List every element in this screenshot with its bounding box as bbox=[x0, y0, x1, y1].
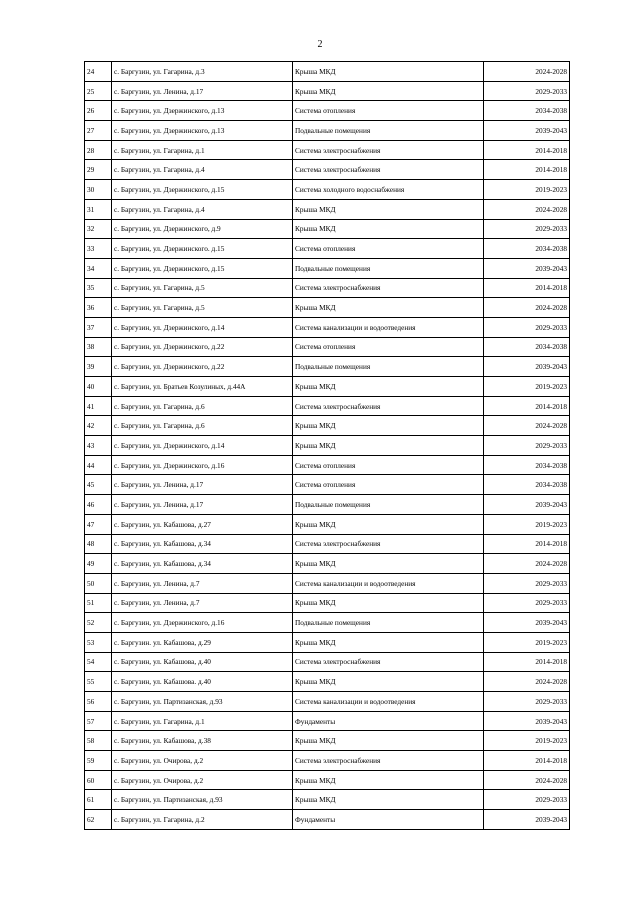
address-cell: с. Баргузин, ул. Гагарина, д.2 bbox=[112, 810, 293, 830]
address-cell: с. Баргузин, ул. Ленина, д.17 bbox=[112, 475, 293, 495]
row-number-cell: 45 bbox=[85, 475, 112, 495]
period-cell: 2029-2033 bbox=[484, 593, 570, 613]
system-cell: Крыша МКД bbox=[293, 62, 484, 82]
period-cell: 2034-2038 bbox=[484, 475, 570, 495]
table-row bbox=[85, 652, 570, 672]
address-cell: с. Баргузин, ул. Дзержинского, д.14 bbox=[112, 317, 293, 337]
address-cell: с. Баргузин, ул. Ленина, д.7 bbox=[112, 593, 293, 613]
period-cell: 2034-2038 bbox=[484, 101, 570, 121]
table-row bbox=[85, 810, 570, 830]
table-row bbox=[85, 278, 570, 298]
period-cell: 2029-2033 bbox=[484, 790, 570, 810]
table-row bbox=[85, 593, 570, 613]
system-cell: Система электроснабжения bbox=[293, 160, 484, 180]
address-cell: с. Баргузин, ул. Гагарина, д.4 bbox=[112, 199, 293, 219]
table-row bbox=[85, 534, 570, 554]
period-cell: 2014-2018 bbox=[484, 652, 570, 672]
period-cell: 2024-2028 bbox=[484, 298, 570, 318]
address-cell: с. Баргузин, ул. Гагарина, д.1 bbox=[112, 140, 293, 160]
period-cell: 2039-2043 bbox=[484, 357, 570, 377]
system-cell: Крыша МКД bbox=[293, 770, 484, 790]
row-number-cell: 31 bbox=[85, 199, 112, 219]
address-cell: с. Баргузин, ул. Гагарина, д.3 bbox=[112, 62, 293, 82]
row-number-cell: 55 bbox=[85, 672, 112, 692]
row-number-cell: 35 bbox=[85, 278, 112, 298]
period-cell: 2029-2033 bbox=[484, 436, 570, 456]
row-number-cell: 26 bbox=[85, 101, 112, 121]
table-row bbox=[85, 692, 570, 712]
row-number-cell: 37 bbox=[85, 317, 112, 337]
row-number-cell: 43 bbox=[85, 436, 112, 456]
period-cell: 2029-2033 bbox=[484, 81, 570, 101]
period-cell: 2014-2018 bbox=[484, 396, 570, 416]
system-cell: Крыша МКД bbox=[293, 593, 484, 613]
period-cell: 2019-2023 bbox=[484, 180, 570, 200]
table-row bbox=[85, 672, 570, 692]
table-row bbox=[85, 160, 570, 180]
period-cell: 2024-2028 bbox=[484, 770, 570, 790]
period-cell: 2014-2018 bbox=[484, 278, 570, 298]
system-cell: Система электроснабжения bbox=[293, 534, 484, 554]
address-cell: с. Баргузин, ул. Гагарина, д.4 bbox=[112, 160, 293, 180]
table-row bbox=[85, 377, 570, 397]
row-number-cell: 49 bbox=[85, 554, 112, 574]
row-number-cell: 38 bbox=[85, 337, 112, 357]
table-row bbox=[85, 495, 570, 515]
table-row bbox=[85, 751, 570, 771]
row-number-cell: 42 bbox=[85, 416, 112, 436]
address-cell: с. Баргузин, ул. Дзержинского, д.22 bbox=[112, 357, 293, 377]
system-cell: Система электроснабжения bbox=[293, 652, 484, 672]
row-number-cell: 28 bbox=[85, 140, 112, 160]
row-number-cell: 40 bbox=[85, 377, 112, 397]
period-cell: 2039-2043 bbox=[484, 121, 570, 141]
row-number-cell: 57 bbox=[85, 711, 112, 731]
table-row bbox=[85, 258, 570, 278]
row-number-cell: 46 bbox=[85, 495, 112, 515]
table-row bbox=[85, 81, 570, 101]
repair-schedule-table bbox=[84, 61, 570, 830]
table-row bbox=[85, 121, 570, 141]
system-cell: Крыша МКД bbox=[293, 416, 484, 436]
page-number: 2 bbox=[317, 39, 323, 50]
row-number-cell: 50 bbox=[85, 573, 112, 593]
period-cell: 2039-2043 bbox=[484, 613, 570, 633]
system-cell: Крыша МКД bbox=[293, 731, 484, 751]
table-row bbox=[85, 790, 570, 810]
system-cell: Подвальные помещения bbox=[293, 495, 484, 515]
table-row bbox=[85, 573, 570, 593]
row-number-cell: 30 bbox=[85, 180, 112, 200]
table-row bbox=[85, 101, 570, 121]
row-number-cell: 29 bbox=[85, 160, 112, 180]
address-cell: с. Баргузин, ул. Ленина, д.7 bbox=[112, 573, 293, 593]
period-cell: 2029-2033 bbox=[484, 573, 570, 593]
row-number-cell: 51 bbox=[85, 593, 112, 613]
system-cell: Крыша МКД bbox=[293, 672, 484, 692]
table-row bbox=[85, 317, 570, 337]
address-cell: с. Баргузин, ул. Дзержинского, д.15 bbox=[112, 258, 293, 278]
system-cell: Система отопления bbox=[293, 239, 484, 259]
table-row bbox=[85, 613, 570, 633]
row-number-cell: 36 bbox=[85, 298, 112, 318]
row-number-cell: 52 bbox=[85, 613, 112, 633]
address-cell: с. Баргузин, ул. Дзержинского, д.13 bbox=[112, 101, 293, 121]
period-cell: 2014-2018 bbox=[484, 140, 570, 160]
system-cell: Крыша МКД bbox=[293, 632, 484, 652]
address-cell: с. Баргузин, ул. Очирова, д.2 bbox=[112, 751, 293, 771]
address-cell: с. Баргузин, ул. Гагарина, д.6 bbox=[112, 396, 293, 416]
table-row bbox=[85, 180, 570, 200]
system-cell: Система отопления bbox=[293, 455, 484, 475]
table-row bbox=[85, 514, 570, 534]
period-cell: 2029-2033 bbox=[484, 692, 570, 712]
period-cell: 2024-2028 bbox=[484, 672, 570, 692]
address-cell: с. Баргузин, ул. Дзержинского, д.16 bbox=[112, 455, 293, 475]
row-number-cell: 53 bbox=[85, 632, 112, 652]
row-number-cell: 44 bbox=[85, 455, 112, 475]
address-cell: с. Баргузин, ул. Гагарина, д.5 bbox=[112, 278, 293, 298]
system-cell: Крыша МКД bbox=[293, 298, 484, 318]
row-number-cell: 59 bbox=[85, 751, 112, 771]
system-cell: Фундаменты bbox=[293, 810, 484, 830]
period-cell: 2024-2028 bbox=[484, 199, 570, 219]
system-cell: Крыша МКД bbox=[293, 436, 484, 456]
schedule-body bbox=[85, 62, 570, 830]
system-cell: Крыша МКД bbox=[293, 81, 484, 101]
period-cell: 2019-2023 bbox=[484, 377, 570, 397]
system-cell: Система электроснабжения bbox=[293, 278, 484, 298]
row-number-cell: 24 bbox=[85, 62, 112, 82]
period-cell: 2024-2028 bbox=[484, 62, 570, 82]
table-row bbox=[85, 199, 570, 219]
period-cell: 2034-2038 bbox=[484, 337, 570, 357]
system-cell: Крыша МКД bbox=[293, 199, 484, 219]
period-cell: 2029-2033 bbox=[484, 219, 570, 239]
system-cell: Система электроснабжения bbox=[293, 751, 484, 771]
address-cell: с. Баргузин, ул. Дзержинского, д.16 bbox=[112, 613, 293, 633]
table-row bbox=[85, 770, 570, 790]
address-cell: с. Баргузин, ул. Дзержинского. д.15 bbox=[112, 239, 293, 259]
table-row bbox=[85, 298, 570, 318]
period-cell: 2034-2038 bbox=[484, 455, 570, 475]
table-row bbox=[85, 357, 570, 377]
address-cell: с. Баргузин, ул. Гагарина, д.6 bbox=[112, 416, 293, 436]
address-cell: с. Баргузин, ул. Дзержинского, д.13 bbox=[112, 121, 293, 141]
table-row bbox=[85, 416, 570, 436]
table-row bbox=[85, 475, 570, 495]
table-row bbox=[85, 396, 570, 416]
address-cell: с. Баргузин, ул. Дзержинского, д.15 bbox=[112, 180, 293, 200]
address-cell: с. Баргузин, ул. Братьев Козулиных, д.44А bbox=[112, 377, 293, 397]
period-cell: 2039-2043 bbox=[484, 258, 570, 278]
row-number-cell: 25 bbox=[85, 81, 112, 101]
row-number-cell: 60 bbox=[85, 770, 112, 790]
system-cell: Крыша МКД bbox=[293, 790, 484, 810]
address-cell: с. Баргузин, ул. Очирова, д.2 bbox=[112, 770, 293, 790]
system-cell: Система отопления bbox=[293, 475, 484, 495]
address-cell: с. Баргузин, ул. Кабашова, д.27 bbox=[112, 514, 293, 534]
row-number-cell: 47 bbox=[85, 514, 112, 534]
system-cell: Подвальные помещения bbox=[293, 357, 484, 377]
system-cell: Система канализации и водоотведения bbox=[293, 573, 484, 593]
system-cell: Система отопления bbox=[293, 337, 484, 357]
address-cell: с. Баргузин, ул. Партизанская, д.93 bbox=[112, 790, 293, 810]
system-cell: Система канализации и водоотведения bbox=[293, 317, 484, 337]
row-number-cell: 62 bbox=[85, 810, 112, 830]
table-row bbox=[85, 219, 570, 239]
system-cell: Система отопления bbox=[293, 101, 484, 121]
address-cell: с. Баргузин, ул. Кабашова. д.40 bbox=[112, 672, 293, 692]
system-cell: Система холодного водоснабжения bbox=[293, 180, 484, 200]
period-cell: 2039-2043 bbox=[484, 810, 570, 830]
address-cell: с. Баргузин, ул. Кабашова, д.40 bbox=[112, 652, 293, 672]
address-cell: с. Баргузин, ул. Дзержинского, д.22 bbox=[112, 337, 293, 357]
system-cell: Система электроснабжения bbox=[293, 140, 484, 160]
system-cell: Подвальные помещения bbox=[293, 121, 484, 141]
period-cell: 2014-2018 bbox=[484, 751, 570, 771]
address-cell: с. Баргузин, ул. Ленина, д.17 bbox=[112, 495, 293, 515]
period-cell: 2019-2023 bbox=[484, 514, 570, 534]
table-row bbox=[85, 436, 570, 456]
row-number-cell: 33 bbox=[85, 239, 112, 259]
row-number-cell: 41 bbox=[85, 396, 112, 416]
period-cell: 2019-2023 bbox=[484, 731, 570, 751]
period-cell: 2034-2038 bbox=[484, 239, 570, 259]
table-row bbox=[85, 239, 570, 259]
address-cell: с. Баргузин, ул. Дзержинского, д.14 bbox=[112, 436, 293, 456]
row-number-cell: 48 bbox=[85, 534, 112, 554]
period-cell: 2014-2018 bbox=[484, 160, 570, 180]
address-cell: с. Баргузин, ул. Кабашова, д.34 bbox=[112, 534, 293, 554]
system-cell: Фундаменты bbox=[293, 711, 484, 731]
row-number-cell: 32 bbox=[85, 219, 112, 239]
row-number-cell: 58 bbox=[85, 731, 112, 751]
address-cell: с. Баргузин, ул. Гагарина, д.5 bbox=[112, 298, 293, 318]
table-row bbox=[85, 62, 570, 82]
row-number-cell: 61 bbox=[85, 790, 112, 810]
row-number-cell: 39 bbox=[85, 357, 112, 377]
system-cell: Система канализации и водоотведения bbox=[293, 692, 484, 712]
address-cell: с. Баргузин, ул. Гагарина, д.1 bbox=[112, 711, 293, 731]
period-cell: 2019-2023 bbox=[484, 632, 570, 652]
table-row bbox=[85, 711, 570, 731]
address-cell: с. Баргузин, ул. Партизанская, д.93 bbox=[112, 692, 293, 712]
row-number-cell: 54 bbox=[85, 652, 112, 672]
system-cell: Крыша МКД bbox=[293, 554, 484, 574]
table-row bbox=[85, 140, 570, 160]
row-number-cell: 56 bbox=[85, 692, 112, 712]
system-cell: Система электроснабжения bbox=[293, 396, 484, 416]
period-cell: 2024-2028 bbox=[484, 416, 570, 436]
table-row bbox=[85, 632, 570, 652]
period-cell: 2039-2043 bbox=[484, 495, 570, 515]
system-cell: Крыша МКД bbox=[293, 219, 484, 239]
system-cell: Крыша МКД bbox=[293, 377, 484, 397]
table-row bbox=[85, 337, 570, 357]
address-cell: с. Баргузин, ул. Кабашова, д.38 bbox=[112, 731, 293, 751]
row-number-cell: 34 bbox=[85, 258, 112, 278]
system-cell: Подвальные помещения bbox=[293, 613, 484, 633]
period-cell: 2039-2043 bbox=[484, 711, 570, 731]
system-cell: Крыша МКД bbox=[293, 514, 484, 534]
address-cell: с. Баргузин. ул. Кабашова, д.29 bbox=[112, 632, 293, 652]
period-cell: 2014-2018 bbox=[484, 534, 570, 554]
address-cell: с. Баргузин, ул. Кабашова, д.34 bbox=[112, 554, 293, 574]
row-number-cell: 27 bbox=[85, 121, 112, 141]
address-cell: с. Баргузин, ул. Дзержинского, д.9 bbox=[112, 219, 293, 239]
address-cell: с. Баргузин, ул. Ленина, д.17 bbox=[112, 81, 293, 101]
table-row bbox=[85, 455, 570, 475]
table-row bbox=[85, 731, 570, 751]
period-cell: 2029-2033 bbox=[484, 317, 570, 337]
system-cell: Подвальные помещения bbox=[293, 258, 484, 278]
period-cell: 2024-2028 bbox=[484, 554, 570, 574]
table-row bbox=[85, 554, 570, 574]
